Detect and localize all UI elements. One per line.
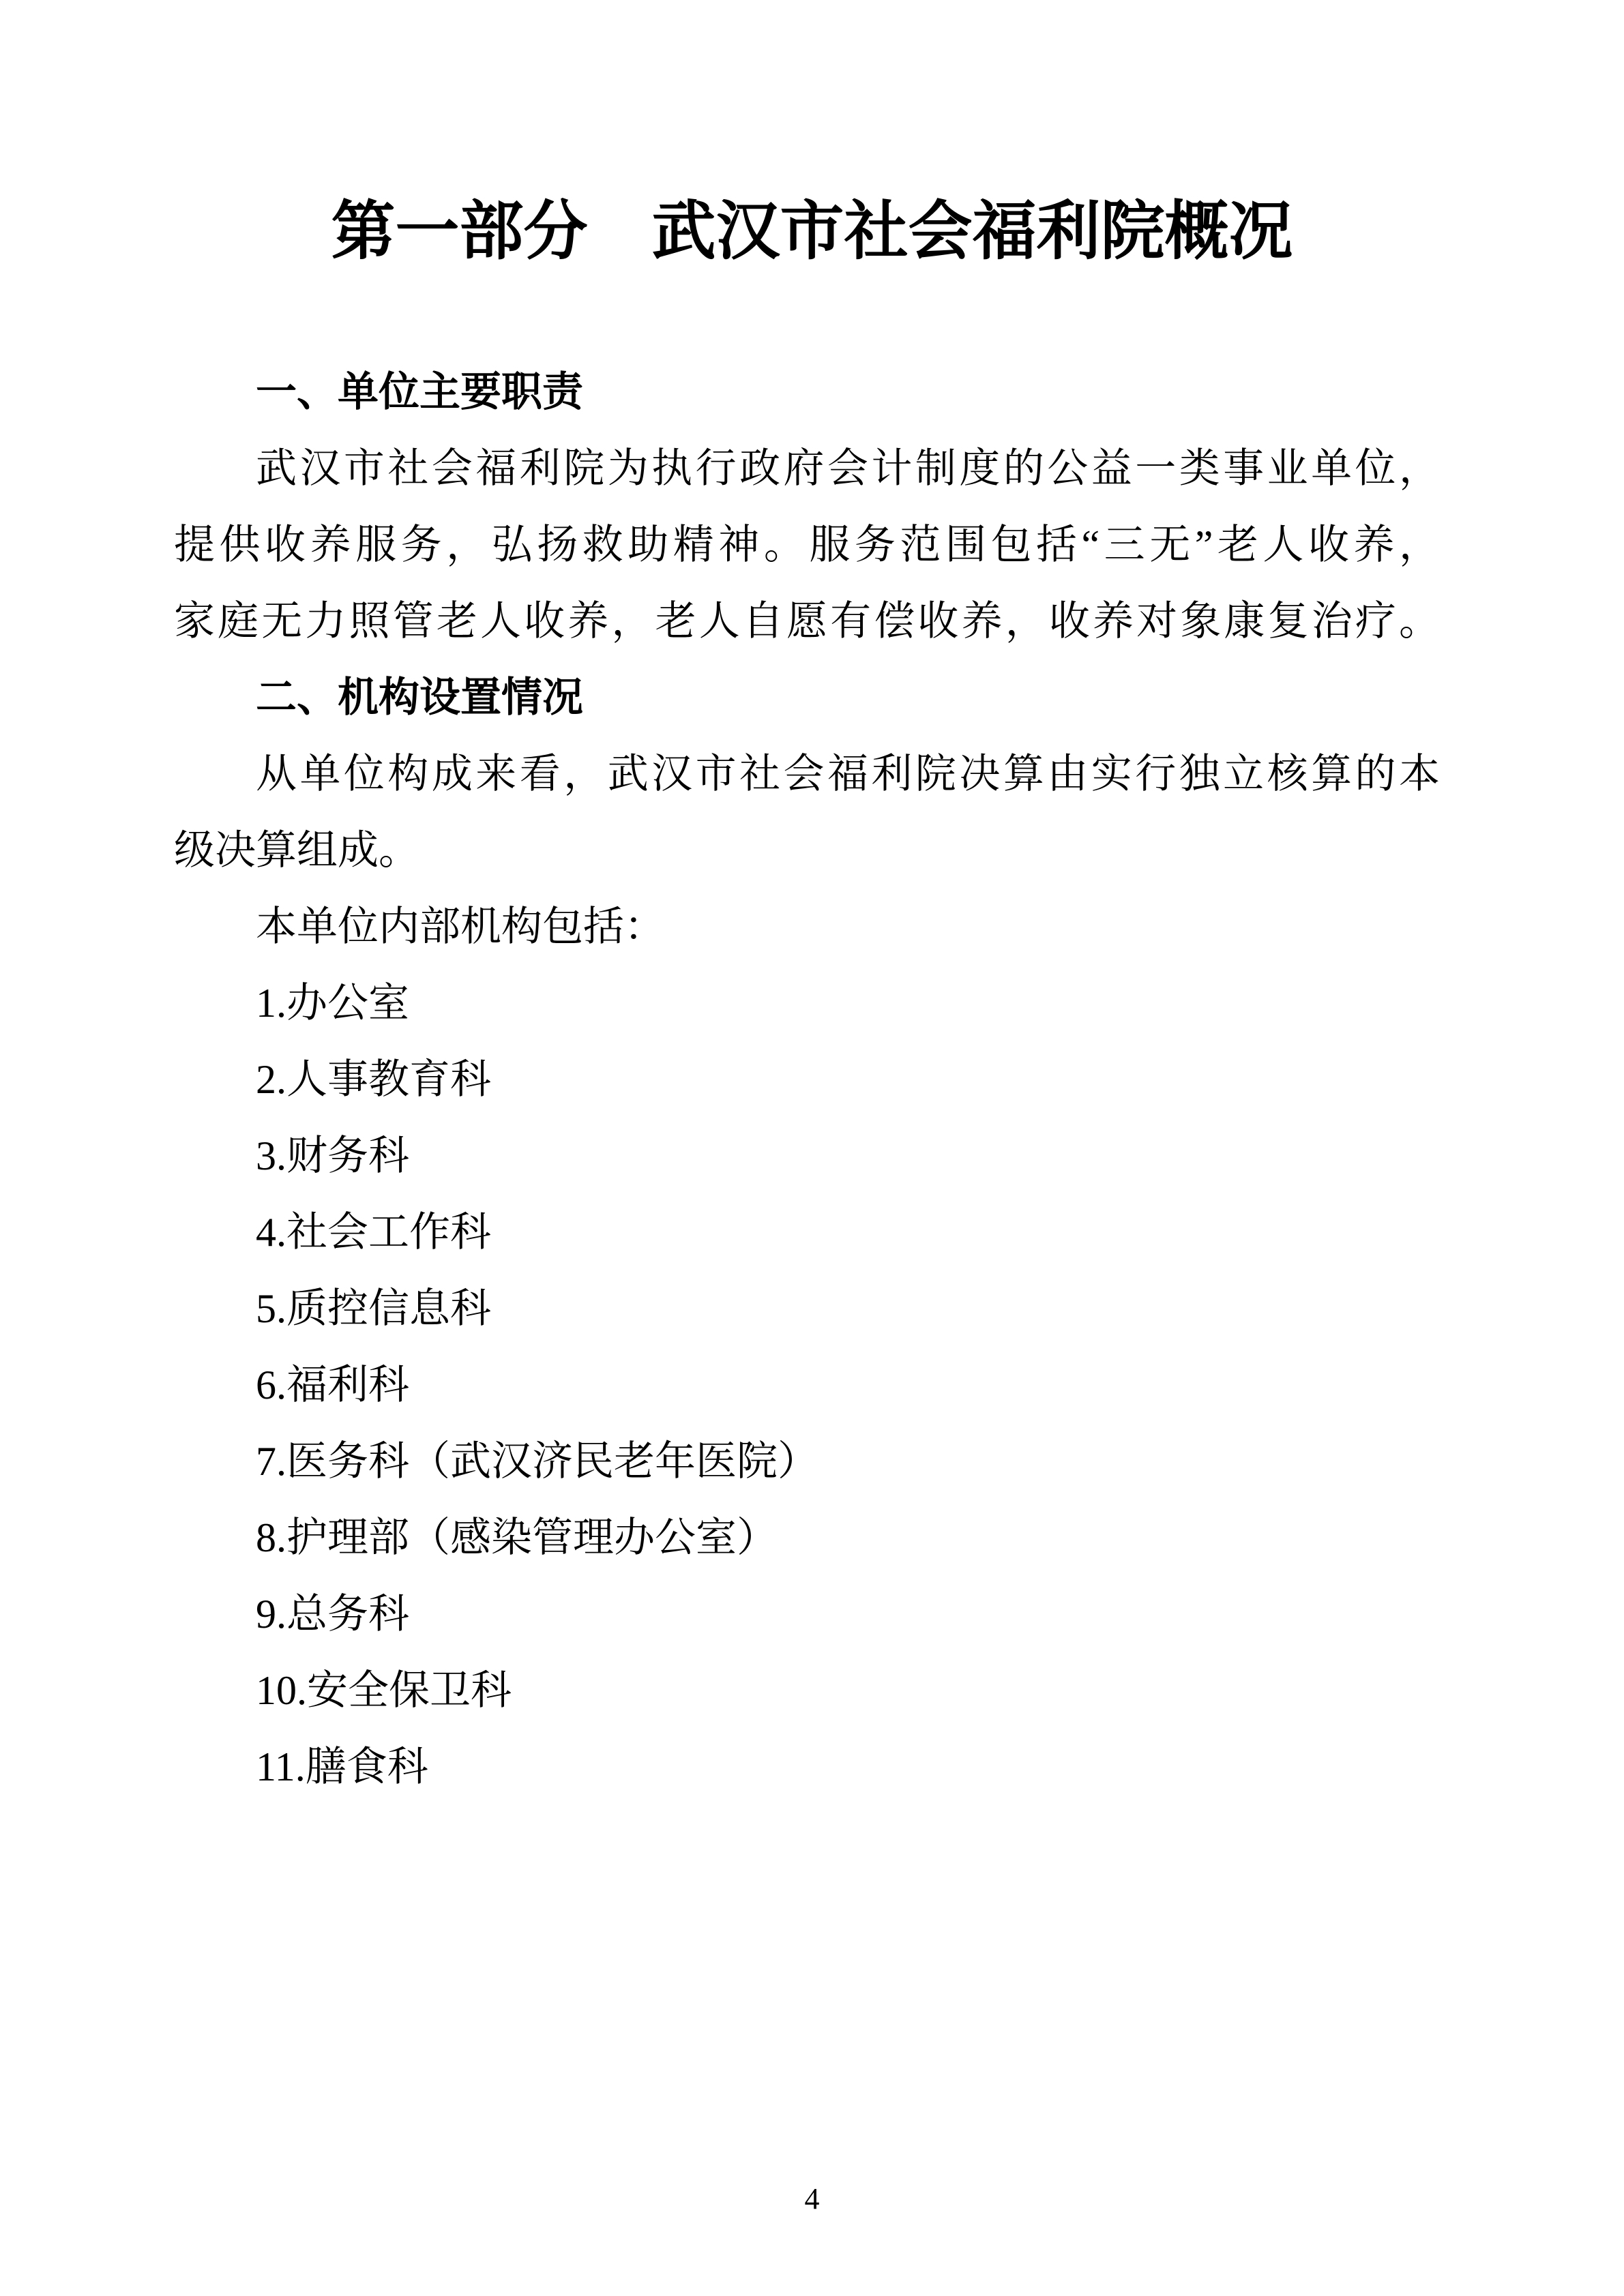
section-1-paragraph <box>174 430 1440 659</box>
department-list-item: 5.质控信息科 <box>256 1286 491 1331</box>
department-list-item: 4.社会工作科 <box>256 1210 491 1255</box>
department-list-item: 3.财务科 <box>256 1133 409 1178</box>
document-title: 第一部分 武汉市社会福利院概况 <box>331 196 1293 267</box>
section-2-paragraph <box>174 736 1440 889</box>
department-list-item: 6.福利科 <box>256 1362 409 1407</box>
page-number: 4 <box>804 2182 820 2216</box>
section-2-heading: 二、机构设置情况 <box>256 674 583 720</box>
department-list-item: 9.总务科 <box>256 1592 409 1637</box>
paragraph-line: 级决算组成。 <box>174 828 419 873</box>
paragraph-line: 武汉市社会福利院为执行政府会计制度的公益一类事业单位， <box>256 446 1440 491</box>
department-list <box>174 965 1440 1805</box>
document-body <box>174 354 1440 1805</box>
department-list-item: 2.人事教育科 <box>256 1057 491 1102</box>
paragraph-line: 家庭无力照管老人收养，老人自愿有偿收养，收养对象康复治疗。 <box>174 599 1440 644</box>
section-1-heading: 一、单位主要职责 <box>256 369 583 415</box>
department-list-item: 10.安全保卫科 <box>256 1668 512 1713</box>
section-2-intro-line: 本单位内部机构包括： <box>256 904 665 949</box>
department-list-item: 8.护理部（感染管理办公室） <box>256 1515 778 1560</box>
department-list-item: 11.膳食科 <box>256 1744 428 1789</box>
department-list-item: 1.办公室 <box>256 981 409 1026</box>
paragraph-line: 提供收养服务，弘扬救助精神。服务范围包括“三无”老人收养， <box>174 522 1440 567</box>
paragraph-line: 从单位构成来看，武汉市社会福利院决算由实行独立核算的本 <box>256 751 1440 796</box>
department-list-item: 7.医务科（武汉济民老年医院） <box>256 1439 818 1484</box>
